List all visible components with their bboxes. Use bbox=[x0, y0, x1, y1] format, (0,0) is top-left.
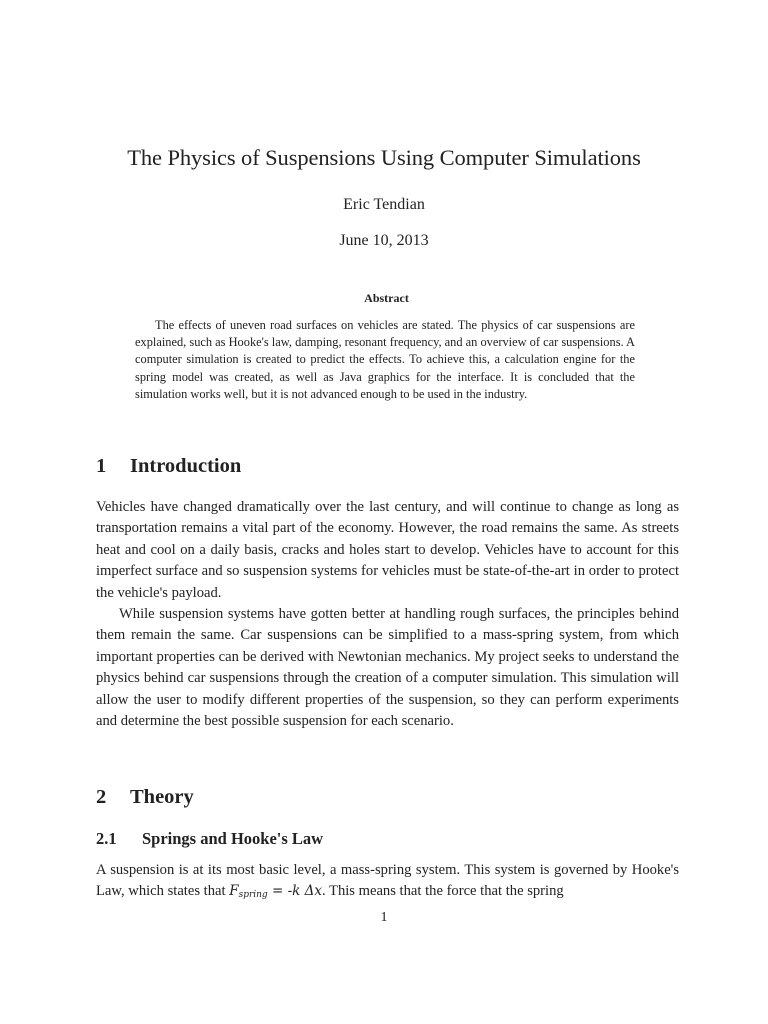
text-before-formula: A suspension is at its most basic level, a mass-spring system. This system is governed by Hooke's Law, which states that bbox=[96, 862, 679, 900]
paragraph bbox=[96, 860, 679, 907]
paper-title: The Physics of Suspensions Using Computer Simulations bbox=[127, 145, 641, 170]
section-title: Theory bbox=[130, 786, 194, 808]
paper-date: June 10, 2013 bbox=[339, 232, 429, 249]
section-heading-theory bbox=[96, 784, 194, 810]
formula-rhs: = -k Δx bbox=[267, 883, 322, 900]
subsection-title: Springs and Hooke's Law bbox=[142, 829, 324, 848]
text-after-formula: . This means that the force that the spring bbox=[322, 883, 564, 900]
theory-body bbox=[96, 860, 679, 907]
paragraph: While suspension systems have gotten better at handling rough surfaces, the principles behind them remain the same. Car suspensions can be simplified to a mass-spring system, from which important properties can be derived with Newtonian mechanics. My project seeks to understand the physics behind car suspensions through the creation of a computer simulation. This simulation will allow the user to modify different properties of the suspension, so they can perform experiments and determine the best possible suspension for each scenario. bbox=[96, 606, 679, 730]
hookes-law-formula bbox=[229, 883, 322, 899]
abstract-heading: Abstract bbox=[364, 291, 409, 305]
section-title: Introduction bbox=[130, 455, 242, 477]
section-number: 2 bbox=[96, 786, 107, 808]
subsection-number: 2.1 bbox=[96, 829, 117, 848]
section-number: 1 bbox=[96, 455, 107, 477]
abstract-text: The effects of uneven road surfaces on vehicles are stated. The physics of car suspensions are explained, such as Hooke's law, damping, resonant frequency, and an overview of car suspensions. A computer simulation is created to predict the effects. To achieve this, a calculation engine for the spring model was created, as well as Java graphics for the interface. It is concluded that the simulation works well, but it is not advanced enough to be used in the industry. bbox=[135, 318, 635, 401]
formula-lhs: F bbox=[229, 883, 239, 900]
paper-author: Eric Tendian bbox=[343, 196, 425, 213]
introduction-body bbox=[96, 497, 679, 732]
paragraph: Vehicles have changed dramatically over the last century, and will continue to change as long as transportation remains a vital part of the economy. However, the road remains the same. As streets heat and cool on a daily basis, cracks and holes start to develop. Vehicles have to account for this imperfect surface and so suspension systems for vehicles must be state-of-the-art in order to protect the vehicle's payload. bbox=[96, 499, 679, 601]
subsection-heading-springs bbox=[96, 828, 323, 850]
formula-subscript: spring bbox=[238, 890, 268, 901]
page-number: 1 bbox=[380, 910, 388, 925]
section-heading-introduction bbox=[96, 453, 241, 479]
